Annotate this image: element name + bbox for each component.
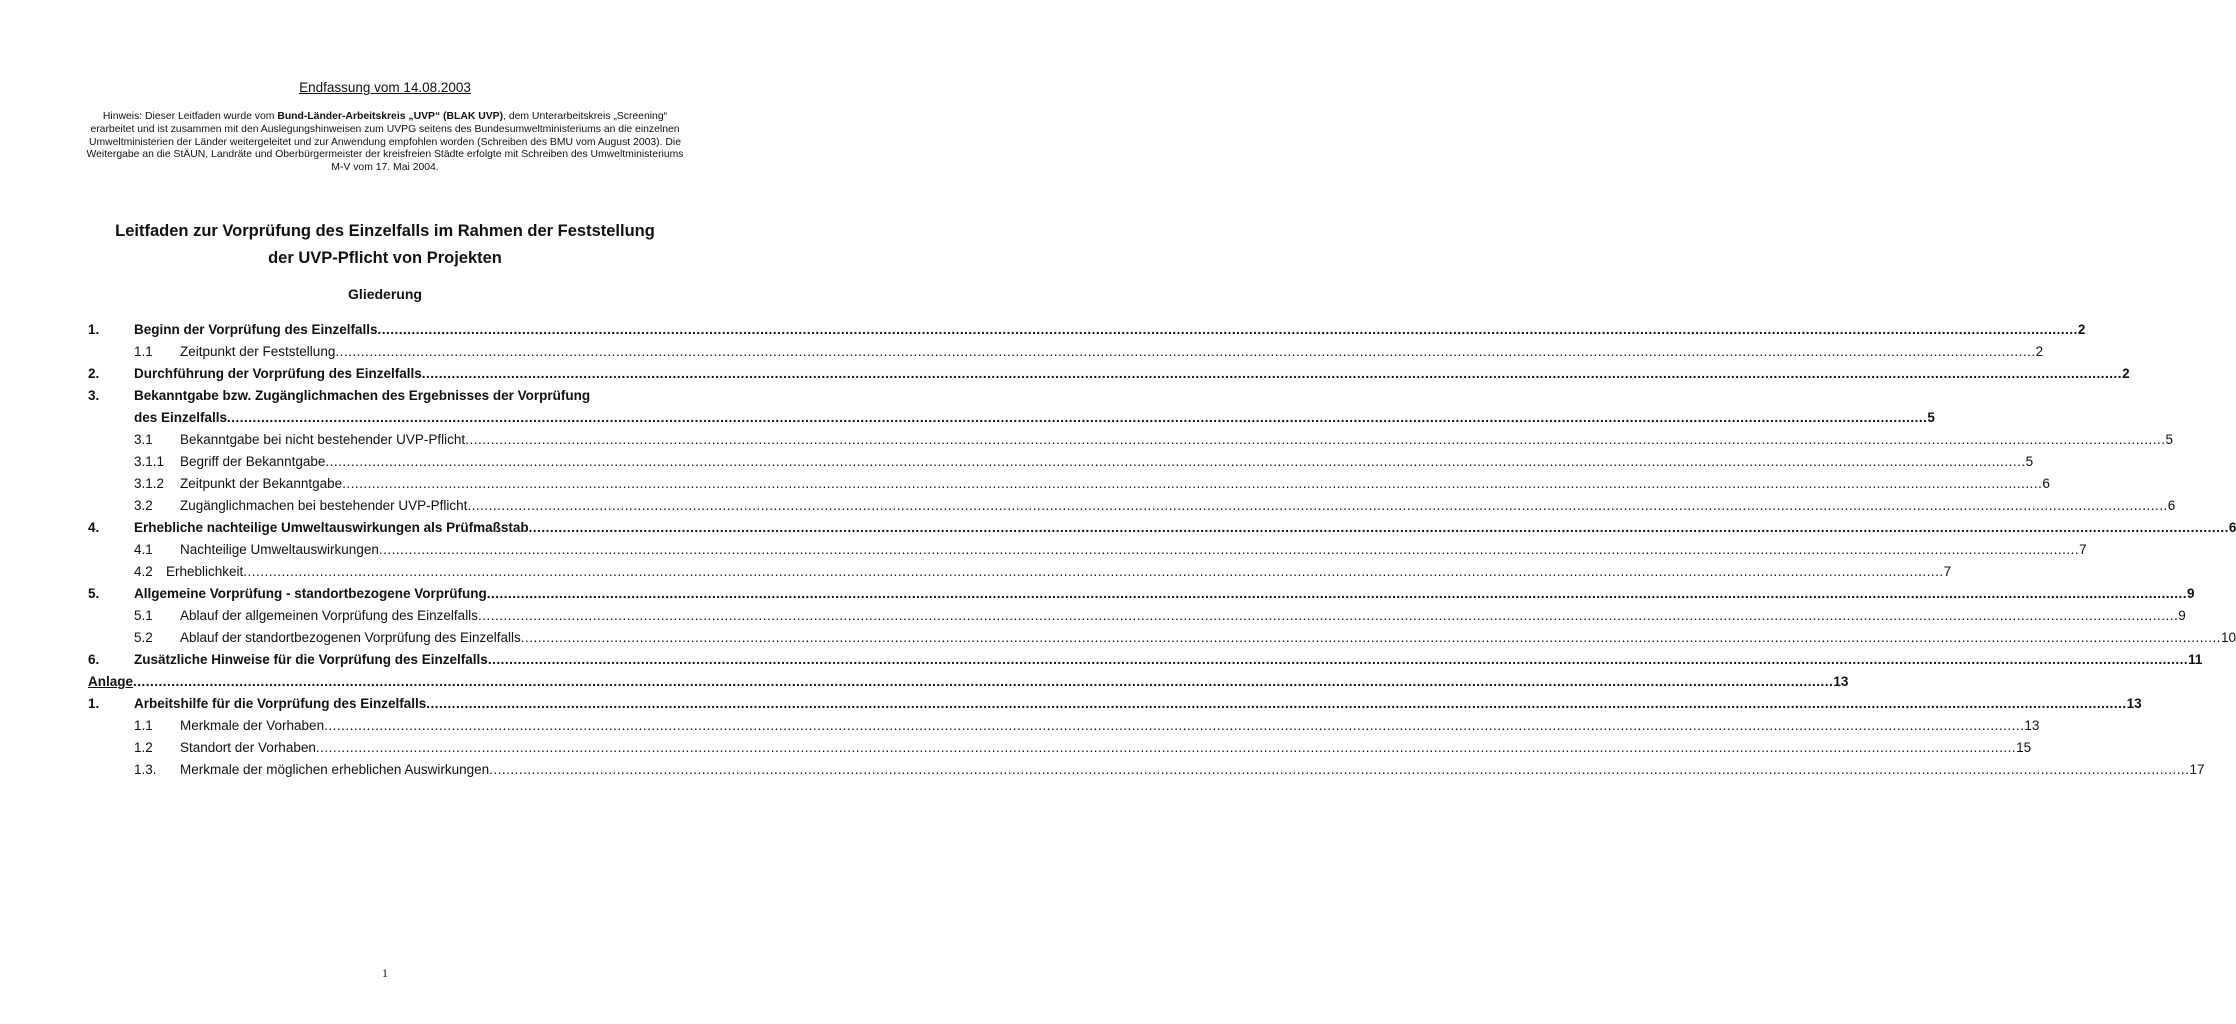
- toc-entry-title: Bekanntgabe bei nicht bestehender UVP-Pflicht: [180, 432, 466, 447]
- toc-entry-number: 4.2: [134, 564, 153, 579]
- toc-dot-leader: ................................................................................................................................................................................................................................................................................................................................................................................................................: [467, 498, 2168, 513]
- toc-entry-page: 17: [2189, 762, 2205, 777]
- toc-dot-leader: ................................................................................................................................................................................................................................................................................................................................................................................................................: [486, 586, 2188, 601]
- toc-entry-number: 1.2: [134, 740, 153, 755]
- toc-entry-title: Erhebliche nachteilige Umweltauswirkungen als Prüfmaßstab: [134, 520, 529, 535]
- toc-entry-title: Zusätzliche Hinweise für die Vorprüfung des Einzelfalls: [134, 652, 488, 667]
- toc-entry-page: 13: [2126, 696, 2142, 711]
- hint-text-part: Hinweis: Dieser Leitfaden wurde vom: [102, 111, 278, 122]
- toc-dot-leader: ................................................................................................................................................................................................................................................................................................................................................................................................................: [315, 740, 2017, 755]
- toc-entry-number: 6.: [88, 652, 100, 667]
- toc-entry[interactable]: [0, 540, 2087, 560]
- toc-entry[interactable]: [0, 606, 2186, 626]
- toc-entry[interactable]: [0, 430, 2173, 450]
- toc-entry[interactable]: [0, 716, 2040, 736]
- toc-entry-page: 15: [2016, 740, 2032, 755]
- toc-entry-number: 3.2: [134, 498, 153, 513]
- hint-paragraph: [80, 111, 690, 175]
- toc-entry-number: 3.: [88, 388, 100, 403]
- toc-dot-leader: ................................................................................................................................................................................................................................................................................................................................................................................................................: [489, 762, 2190, 777]
- toc-dot-leader: ................................................................................................................................................................................................................................................................................................................................................................................................................: [227, 410, 1928, 425]
- toc-entry[interactable]: [0, 518, 2236, 538]
- toc-dot-leader: ................................................................................................................................................................................................................................................................................................................................................................................................................: [377, 322, 2078, 337]
- toc-dot-leader: ................................................................................................................................................................................................................................................................................................................................................................................................................: [528, 520, 2229, 535]
- toc-dot-leader: ................................................................................................................................................................................................................................................................................................................................................................................................................: [133, 674, 1834, 689]
- toc-entry[interactable]: [0, 342, 2044, 362]
- toc-entry[interactable]: [0, 694, 2142, 714]
- toc-entry-number: 3.1.1: [134, 454, 165, 469]
- toc-entry-title: Allgemeine Vorprüfung - standortbezogene Vorprüfung: [134, 586, 487, 601]
- toc-entry-page: 6: [2042, 476, 2050, 491]
- title-line-1: Leitfaden zur Vorprüfung des Einzelfalls im Rahmen der Feststellung: [115, 222, 655, 240]
- toc-dot-leader: ................................................................................................................................................................................................................................................................................................................................................................................................................: [520, 630, 2222, 645]
- title-line-2: der UVP-Pflicht von Projekten: [268, 249, 502, 267]
- toc-entry-title: Erheblichkeit: [166, 564, 244, 579]
- toc-entry-number: 1.1: [134, 344, 153, 359]
- toc-entry-title: Zeitpunkt der Feststellung: [180, 344, 336, 359]
- toc-entry-number: 3.1: [134, 432, 153, 447]
- toc-entry-page: 13: [2024, 718, 2040, 733]
- version-date: Endfassung vom 14.08.2003: [299, 80, 471, 95]
- toc-dot-leader: ................................................................................................................................................................................................................................................................................................................................................................................................................: [324, 718, 2025, 733]
- toc-entry[interactable]: [0, 584, 2195, 604]
- toc-entry[interactable]: [0, 760, 2205, 780]
- toc-dot-leader: ................................................................................................................................................................................................................................................................................................................................................................................................................: [335, 344, 2036, 359]
- toc-entry-page: 9: [2178, 608, 2186, 623]
- toc-heading: Gliederung: [348, 286, 422, 302]
- toc-entry-page: 2: [2077, 322, 2086, 337]
- toc-dot-leader: ................................................................................................................................................................................................................................................................................................................................................................................................................: [465, 432, 2166, 447]
- toc-entry-number: 5.2: [134, 630, 153, 645]
- toc-entry[interactable]: [0, 474, 2050, 494]
- toc-dot-leader: ................................................................................................................................................................................................................................................................................................................................................................................................................: [421, 366, 2123, 381]
- toc-entry-title: Zugänglichmachen bei bestehender UVP-Pflicht: [180, 498, 468, 513]
- toc-entry-title: Durchführung der Vorprüfung des Einzelfalls: [134, 366, 422, 381]
- toc-entry[interactable]: [0, 628, 2236, 648]
- toc-entry-page: 5: [2165, 432, 2173, 447]
- toc-entry-page: 6: [2228, 520, 2236, 535]
- toc-entry-number: 2.: [88, 366, 100, 381]
- toc-entry-number: 1.1: [134, 718, 153, 733]
- toc-entry[interactable]: [0, 496, 2176, 516]
- toc-entry[interactable]: [0, 386, 770, 406]
- toc-entry[interactable]: [0, 650, 2203, 670]
- toc-entry-title: Begriff der Bekanntgabe: [180, 454, 326, 469]
- toc-entry-page: 10: [2221, 630, 2236, 645]
- toc-dot-leader: ................................................................................................................................................................................................................................................................................................................................................................................................................: [426, 696, 2127, 711]
- toc-dot-leader: ................................................................................................................................................................................................................................................................................................................................................................................................................: [477, 608, 2179, 623]
- toc-entry-title: Ablauf der standortbezogenen Vorprüfung des Einzelfalls: [180, 630, 521, 645]
- page-number: 1: [382, 966, 388, 980]
- toc-entry-number: 4.1: [134, 542, 153, 557]
- toc-entry-title: Nachteilige Umweltauswirkungen: [180, 542, 379, 557]
- document-title: [60, 218, 710, 272]
- toc-entry-title: Arbeitshilfe für die Vorprüfung des Einzelfalls: [134, 696, 427, 711]
- toc-entry[interactable]: [0, 672, 1849, 692]
- toc-entry-page: 6: [2167, 498, 2176, 513]
- toc-entry-page: 5: [1927, 410, 1935, 425]
- toc-entry-number: 1.3.: [134, 762, 157, 777]
- toc-entry-number: 3.1.2: [134, 476, 165, 491]
- toc-dot-leader: ................................................................................................................................................................................................................................................................................................................................................................................................................: [342, 476, 2043, 491]
- toc-entry[interactable]: [0, 738, 2032, 758]
- toc-entry-number: 1.: [88, 696, 100, 711]
- toc-entry-title: des Einzelfalls: [134, 410, 228, 425]
- toc-entry-page: 2: [2122, 366, 2130, 381]
- toc-entry-title: Merkmale der Vorhaben: [180, 718, 325, 733]
- toc-dot-leader: ................................................................................................................................................................................................................................................................................................................................................................................................................: [243, 564, 1944, 579]
- toc-entry-number: 5.: [88, 586, 100, 601]
- toc-entry[interactable]: [0, 320, 2086, 340]
- hint-text-part: Bund-Länder-Arbeitskreis „UVP“ (BLAK UVP): [277, 111, 504, 122]
- toc-entry-title: Merkmale der möglichen erheblichen Auswirkungen: [180, 762, 490, 777]
- toc-entry-page: 2: [2035, 344, 2044, 359]
- toc-entry-page: 7: [2079, 542, 2087, 557]
- toc-entry[interactable]: [0, 408, 1935, 428]
- toc-entry-title: Standort der Vorhaben: [180, 740, 316, 755]
- toc-entry[interactable]: [0, 452, 2034, 472]
- toc-dot-leader: ................................................................................................................................................................................................................................................................................................................................................................................................................: [487, 652, 2189, 667]
- toc-entry-page: 13: [1833, 674, 1849, 689]
- toc-entry-title: Anlage: [88, 674, 134, 689]
- hint-text-part: , dem Unterarbeitskreis „Screening“ erarbeitet und ist zusammen mit den Auslegungshinweisen zum UVPG seitens des Bundesumweltministeriums an die einzelnen Umweltministerien der Länder weitergeleitet und zur Anwendung empfohlen worden (Schreiben des BMU vom August 2003). Die Weitergabe an die StÄUN, Landräte und Oberbürgermeister der kreisfreien Städte erfolgte mit Schreiben des Umweltministeriums M-V vom 17. Mai 2004.: [86, 111, 684, 174]
- toc-entry-title: Beginn der Vorprüfung des Einzelfalls: [134, 322, 378, 337]
- toc-entry-page: 11: [2188, 652, 2203, 667]
- toc-entry-title: Ablauf der allgemeinen Vorprüfung des Einzelfalls: [180, 608, 478, 623]
- toc-entry-page: 9: [2187, 586, 2195, 601]
- toc-entry[interactable]: [0, 364, 2130, 384]
- toc-entry-page: 7: [1943, 564, 1952, 579]
- toc-entry-number: 4.: [88, 520, 100, 535]
- toc-entry-title: Zeitpunkt der Bekanntgabe: [180, 476, 343, 491]
- toc-dot-leader: ................................................................................................................................................................................................................................................................................................................................................................................................................: [325, 454, 2026, 469]
- toc-entry-page: 5: [2025, 454, 2034, 469]
- toc-entry-title: Bekanntgabe bzw. Zugänglichmachen des Ergebnisses der Vorprüfung: [134, 388, 591, 403]
- toc-dot-leader: ................................................................................................................................................................................................................................................................................................................................................................................................................: [378, 542, 2080, 557]
- toc-entry-number: 5.1: [134, 608, 153, 623]
- toc-entry[interactable]: [0, 562, 1952, 582]
- toc-entry-number: 1.: [88, 322, 100, 337]
